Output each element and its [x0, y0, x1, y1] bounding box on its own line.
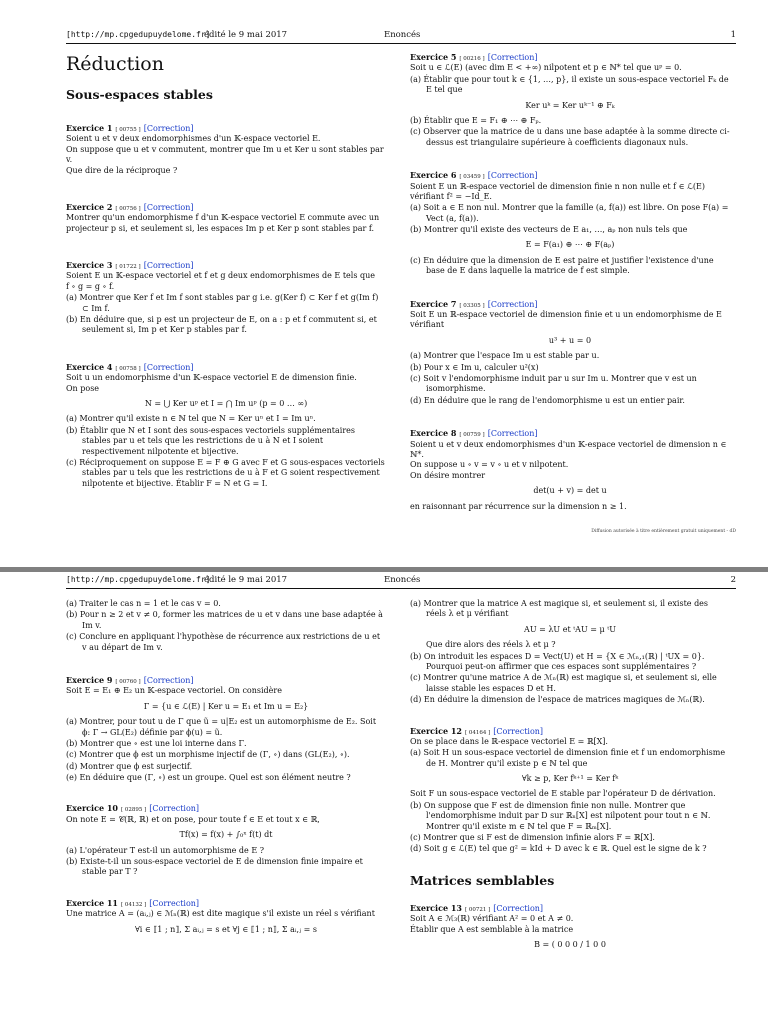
exercise-id: [ 04164 ] [464, 729, 491, 736]
header-rule [66, 43, 736, 44]
display-equation: E = F(a₁) ⊕ ⋯ ⊕ F(aₚ) [525, 240, 615, 250]
text-line: Montrer qu'un endomorphisme f d'un 𝕂-espace vectoriel E commute avec un [66, 213, 380, 223]
exercise-id: [ 03305 ] [459, 302, 485, 309]
question-item: (b) Existe-t-il un sous-espace vectoriel de E de dimension finie impaire et stable par T ? [66, 857, 363, 877]
exercise-id: [ 03459 ] [459, 174, 485, 181]
header-date: édité le 9 mai 2017 [204, 575, 288, 585]
question-item: (a) Établir que pour tout k ∈ {1, …, p}, il existe un sous-espace vectoriel Fₖ de E tel que [410, 74, 729, 95]
question-item: (b) On introduit les espaces D = Vect(U) et H = {X ∈ ℳₙ,₁(ℝ) | ᵗUX = 0}. Pourquoi peut-on affirmer que ces espaces sont supplémentaires ? [410, 651, 705, 671]
text-line: Soit u un endomorphisme d'un 𝕂-espace vectoriel E de dimension finie. [66, 373, 357, 383]
text-line: projecteur p si, et seulement si, les espaces Im p et Ker p sont stables par f. [66, 223, 375, 233]
exercise-id: [ 01722 ] [115, 264, 141, 271]
header-rule [66, 588, 736, 589]
text-line: On se place dans le ℝ-espace vectoriel E = ℝ[X]. [410, 736, 608, 746]
question-item: (a) Montrer qu'il existe n ∈ ℕ tel que N = Ker uⁿ et I = Im uⁿ. [66, 414, 316, 424]
text-line: Soit u ∈ ℒ(E) (avec dim E < +∞) nilpotent et p ∈ ℕ* tel que uᵖ = 0. [410, 63, 682, 73]
display-equation: Tf(x) = f(x) + ∫₀ˣ f(t) dt [179, 830, 273, 840]
text-line: Soit A ∈ ℳ₃(ℝ) vérifiant A² = 0 et A ≠ 0. [410, 914, 574, 924]
question-item: (a) Soit a ∈ E non nul. Montrer que la famille (a, f(a)) est libre. On pose F(a) = Vect (a, f(a)). [410, 203, 729, 223]
text-line: vérifiant f² = −Id_E. [410, 191, 492, 201]
exercise-label: Exercice 10 [66, 803, 118, 814]
text-line: Soient u et v deux endomorphismes d'un 𝕂-espace vectoriel de dimension n ∈ ℕ*. [410, 439, 727, 459]
left-column [66, 598, 386, 961]
exercise-id: [ 00755 ] [115, 126, 141, 133]
question-item: (b) Pour n ≥ 2 et v ≠ 0, former les matrices de u et v dans une base adaptée à Im v. [66, 610, 383, 630]
exercise-3 [66, 260, 386, 336]
question-item: (a) Montrer que l'espace Im u est stable par u. [410, 351, 600, 361]
correction-link[interactable]: [Correction] [487, 53, 538, 62]
question-item: (c) Réciproquement on suppose E = F ⊕ G avec F et G sous-espaces vectoriels stables par u tels que les restrictions de u à F et G soient respectivement nilpotente et bijective. Établir F = N et G = I. [66, 457, 385, 488]
display-equation: ∀k ≥ p, Ker fᵏ⁺¹ = Ker fᵏ [521, 774, 619, 784]
text-line: On suppose u ∘ v = v ∘ u et v nilpotent. [410, 460, 569, 470]
exercise-id: [ 00721 ] [464, 907, 491, 914]
correction-link[interactable]: [Correction] [143, 261, 194, 271]
question-item: (a) L'opérateur T est-il un automorphisme de E ? [66, 845, 264, 855]
display-equation: N = ⋃ Ker uᵖ et I = ⋂ Im uᵖ (p = 0 … ∞) [144, 398, 308, 408]
exercise-8 [410, 428, 730, 512]
display-equation: AU = λU et ᵗAU = μ ᵗU [524, 624, 616, 634]
text-line: Que dire de la réciproque ? [66, 165, 178, 175]
text-line: f ∘ g = g ∘ f. [66, 281, 115, 291]
display-equation: B = ( 0 0 0 / 1 0 0 [534, 940, 606, 950]
text-line: Une matrice A = (aᵢ,ⱼ) ∈ ℳₙ(ℝ) est dite magique s'il existe un réel s vérifiant [66, 909, 375, 919]
text-line: Soit E un ℝ-espace vectoriel de dimension finie et u un endomorphisme de E [410, 310, 722, 320]
exercise-label: Exercice 5 [410, 52, 457, 62]
exercise-label: Exercice 2 [66, 201, 113, 212]
text-line: Que dire alors des réels λ et μ ? [426, 640, 556, 650]
correction-link[interactable]: [Correction] [487, 171, 538, 181]
correction-link[interactable]: [Correction] [143, 675, 194, 685]
exercise-id: [ 00216 ] [459, 56, 485, 62]
display-equation: u³ + u = 0 [548, 335, 592, 345]
question-item: (d) En déduire que le rang de l'endomorphisme u est un entier pair. [410, 395, 685, 405]
text-line: Soit F un sous-espace vectoriel de E stable par l'opérateur D de dérivation. [410, 789, 716, 799]
exercise-11 [66, 898, 386, 935]
page-number: 2 [730, 575, 736, 585]
question-item: (b) Pour x ∈ Im u, calculer u²(x) [410, 362, 539, 372]
display-equation: Ker uᵏ = Ker uᵏ⁻¹ ⊕ Fₖ [525, 100, 615, 110]
header-url[interactable]: [http://mp.cpgedupuydelome.fr] [66, 30, 211, 39]
exercise-id: [ 00756 ] [115, 205, 141, 212]
question-item: (b) Établir que N et I sont des sous-espaces vectoriels supplémentaires stables par u et tels que les restrictions de u à N et I soient respectivement nilpotente et bijective. [66, 425, 355, 456]
text-line: en raisonnant par récurrence sur la dimension n ≥ 1. [410, 501, 627, 511]
page-header [66, 575, 736, 589]
exercise-id: [ 00759 ] [459, 432, 485, 439]
correction-link[interactable]: [Correction] [143, 362, 194, 372]
question-item: (a) Soit H un sous-espace vectoriel de dimension finie et f un endomorphisme de H. Montrer qu'il existe p ∈ ℕ tel que [410, 748, 726, 768]
right-column [410, 598, 730, 977]
question-item: (c) Montrer que si F est de dimension infinie alors F = ℝ[X]. [410, 833, 655, 843]
exercise-11-continued [410, 599, 730, 706]
exercise-10 [66, 803, 386, 877]
right-column [410, 52, 730, 538]
text-line: Soit E = E₁ ⊕ E₂ un 𝕂-espace vectoriel. On considère [66, 686, 282, 696]
exercise-id: [ 04132 ] [120, 901, 147, 908]
header-center: Enoncés [384, 30, 421, 40]
exercise-4 [66, 362, 386, 489]
correction-link[interactable]: [Correction] [487, 299, 538, 309]
question-item: (a) Traiter le cas n = 1 et le cas v = 0. [66, 599, 221, 608]
question-item: (b) En déduire que, si p est un projecteur de E, on a : p et f commutent si, et seulement si, Im p et Ker p stables par f. [66, 315, 377, 335]
question-item: (c) En déduire que la dimension de E est paire et justifier l'existence d'une base de E dans laquelle la matrice de f est simple. [410, 255, 714, 276]
exercise-12 [410, 726, 730, 855]
section-title: Sous-espaces stables [66, 86, 213, 102]
exercise-id: [ 00760 ] [115, 678, 141, 685]
document-title: Réduction [66, 53, 164, 75]
page-number: 1 [730, 30, 736, 40]
question-item: (d) En déduire la dimension de l'espace de matrices magiques de ℳₙ(ℝ). [410, 695, 705, 705]
display-equation: det(u + v) = det u [533, 486, 607, 496]
page-footer: Diffusion autorisée à titre entièrement gratuit uniquement - dD [591, 529, 736, 534]
question-item: (b) Montrer que ∘ est une loi interne dans Γ. [66, 738, 247, 748]
exercise-13 [410, 903, 730, 951]
correction-link[interactable]: [Correction] [493, 726, 544, 736]
text-line: vérifiant [410, 320, 445, 330]
question-item: (c) Conclure en appliquant l'hypothèse de récurrence aux restrictions de u et v au départ de Im v. [66, 632, 381, 652]
correction-link[interactable]: [Correction] [149, 898, 200, 908]
correction-link[interactable]: [Correction] [487, 429, 538, 439]
section-title: Matrices semblables [410, 872, 555, 888]
correction-link[interactable]: [Correction] [143, 202, 194, 212]
question-item: (e) En déduire que (Γ, ∘) est un groupe. Quel est son élément neutre ? [66, 773, 351, 783]
exercise-label: Exercice 4 [66, 361, 113, 372]
exercise-label: Exercice 8 [410, 428, 457, 439]
question-item: (c) Observer que la matrice de u dans une base adaptée à la somme directe ci-dessus est triangulaire supérieure à coefficients diagonaux nuls. [410, 127, 730, 147]
correction-link[interactable]: [Correction] [143, 123, 194, 133]
exercise-6 [410, 170, 730, 277]
exercise-id: [ 02895 ] [120, 807, 147, 814]
question-item: (a) Montrer que la matrice A est magique si, et seulement si, il existe des réels λ et μ vérifiant [410, 599, 709, 619]
text-line: Soient E un ℝ-espace vectoriel de dimension finie n non nulle et f ∈ ℒ(E) [410, 181, 705, 191]
exercise-label: Exercice 13 [410, 903, 462, 914]
question-item: (b) On suppose que F est de dimension finie non nulle. Montrer que l'endomorphisme induit par D sur ℝₙ[X] est nilpotent pour tout n ∈ ℕ. Montrer qu'il existe m ∈ ℕ tel que F = ℝₘ[X]. [410, 800, 711, 831]
exercise-label: Exercice 11 [66, 897, 118, 908]
text-line: On note E = 𝒞(ℝ, ℝ) et on pose, pour toute f ∈ E et tout x ∈ ℝ, [66, 814, 320, 824]
exercise-label: Exercice 3 [66, 260, 113, 271]
text-line: On suppose que u et v commutent, montrer que Im u et Ker u sont stables par v. [66, 144, 384, 165]
question-item: (c) Soit v l'endomorphisme induit par u sur Im u. Montrer que v est un isomorphisme. [410, 373, 697, 394]
question-item: (a) Montrer que Ker f et Im f sont stables par g i.e. g(Ker f) ⊂ Ker f et g(Im f) ⊂ Im f. [66, 293, 379, 313]
exercise-8-continued [66, 599, 386, 653]
exercise-5 [410, 52, 730, 148]
header-center: Enoncés [384, 575, 421, 585]
exercise-label: Exercice 1 [66, 122, 113, 133]
question-item: (b) Montrer qu'il existe des vecteurs de E a₁, …, aₚ non nuls tels que [410, 225, 688, 235]
display-equation: Γ = {u ∈ ℒ(E) | Ker u = E₁ et Im u = E₂} [143, 701, 309, 711]
left-column [66, 52, 386, 515]
exercise-2 [66, 202, 386, 234]
question-item: (b) Établir que E = F₁ ⊕ ⋯ ⊕ Fₚ. [410, 115, 542, 125]
exercise-7 [410, 299, 730, 407]
exercise-9 [66, 675, 386, 784]
display-equation: ∀i ∈ ⟦1 ; n⟧, Σ aᵢ,ⱼ = s et ∀j ∈ ⟦1 ; n⟧, Σ aᵢ,ⱼ = s [134, 924, 318, 934]
exercise-label: Exercice 6 [410, 170, 457, 181]
exercise-1 [66, 123, 386, 176]
correction-link[interactable]: [Correction] [149, 804, 200, 814]
text-line: Soient u et v deux endomorphismes d'un 𝕂-espace vectoriel E. [66, 134, 321, 144]
header-date: édité le 9 mai 2017 [204, 30, 288, 40]
text-line: Établir que A est semblable à la matrice [410, 924, 574, 934]
question-item: (d) Soit g ∈ ℒ(E) tel que g² = kId + D avec k ∈ ℝ. Quel est le signe de k ? [410, 844, 707, 854]
page-header [66, 30, 736, 44]
header-url[interactable]: [http://mp.cpgedupuydelome.fr] [66, 575, 211, 584]
text-line: Soient E un 𝕂-espace vectoriel et f et g deux endomorphismes de E tels que [66, 271, 375, 281]
document-page-2 [0, 572, 768, 1024]
text-line: On désire montrer [410, 470, 486, 480]
exercise-label: Exercice 12 [410, 725, 462, 736]
exercise-id: [ 00758 ] [115, 365, 141, 372]
question-item: (d) Montrer que ϕ est surjectif. [66, 761, 193, 771]
exercise-label: Exercice 9 [66, 674, 113, 685]
exercise-label: Exercice 7 [410, 298, 457, 309]
question-item: (c) Montrer qu'une matrice A de ℳₙ(ℝ) est magique si, et seulement si, elle laisse stable les espaces D et H. [410, 673, 717, 693]
question-item: (c) Montrer que ϕ est un morphisme injectif de (Γ, ∘) dans (GL(E₂), ∘). [66, 750, 350, 760]
correction-link[interactable]: [Correction] [493, 904, 544, 914]
question-item: (a) Montrer, pour tout u de Γ que ũ = u|E₂ est un automorphisme de E₂. Soit ϕ: Γ → GL(E₂) définie par ϕ(u) = ũ. [66, 717, 377, 737]
text-line: On pose [66, 383, 100, 393]
